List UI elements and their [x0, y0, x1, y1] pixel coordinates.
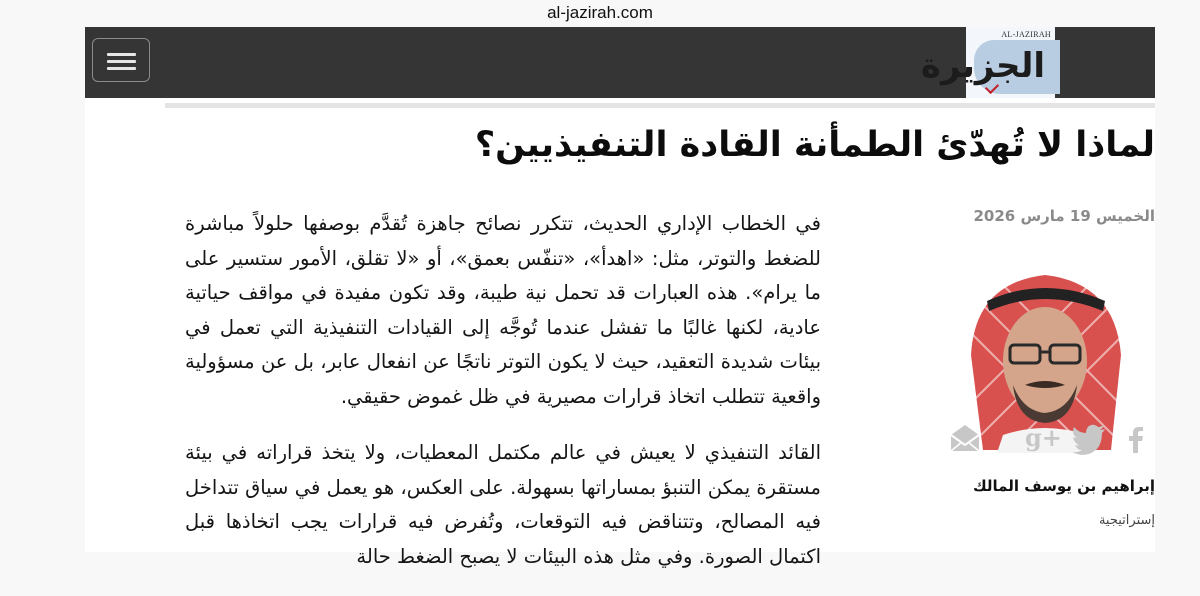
logo-latin-text: AL-JAZIRAH — [1001, 30, 1051, 39]
site-header — [85, 27, 1155, 98]
article-title: لماذا لا تُهدّئ الطمأنة القادة التنفيذيين؟ — [474, 125, 1155, 165]
share-bar — [943, 423, 1155, 453]
facebook-icon[interactable] — [1123, 423, 1149, 453]
site-logo[interactable] — [920, 27, 1055, 98]
google-plus-icon[interactable] — [1025, 423, 1062, 453]
hamburger-icon-bar — [107, 60, 136, 63]
browser-url-bar[interactable]: al-jazirah.com — [547, 3, 653, 22]
twitter-icon[interactable] — [1071, 423, 1107, 453]
menu-button[interactable] — [92, 38, 150, 82]
header-divider — [165, 103, 1155, 108]
article-paragraph: في الخطاب الإداري الحديث، تتكرر نصائح جاهزة تُقدَّم بوصفها حلولاً مباشرة للضغط والتوتر، مثل: «اهدأ»، «تنفّس بعمق»، أو «لا تقلق، الأمور ستسير على ما يرام». هذه العبارات قد تحمل نية طيبة، وقد تكون مفيدة في مواقف حياتية عادية، لكنها غالبًا ما تفشل عندما تُوجَّه إلى القيادات التنفيذية التي تعمل في بيئات شديدة التعقيد، حيث لا يكون التوتر ناتجًا عن انفعال عابر، بل عن مسؤولية واقعية تتطلب اتخاذ قرارات مصيرية في ظل غموض حقيقي. — [185, 212, 821, 408]
author-photo — [943, 245, 1147, 453]
google-plus-label: g+ — [1025, 423, 1062, 452]
article-paragraph: القائد التنفيذي لا يعيش في عالم مكتمل المعطيات، ولا يتخذ قراراته في بيئة مستقرة يمكن التنبؤ بمساراتها بسهولة. على العكس، هو يعمل في سياق تتداخل فيه المصالح، وتتناقض فيه التوقعات، وتُفرض فيه قرارات يجب اتخاذها قبل اكتمال الصورة. وفي مثل هذه البيئات لا يصبح الضغط حالة — [185, 441, 821, 568]
face — [1003, 307, 1087, 415]
hamburger-icon-bar — [107, 53, 136, 56]
hamburger-icon-bar — [107, 67, 136, 70]
author-role: إستراتيجية — [1098, 513, 1155, 528]
page — [85, 27, 1155, 568]
article-date: الخميس 19 مارس 2026 — [973, 207, 1155, 225]
author-name[interactable]: إبراهيم بن يوسف المالك — [972, 477, 1155, 495]
article-body — [185, 207, 821, 596]
email-icon[interactable] — [947, 423, 983, 453]
logo-arabic-text: الجزيرة — [920, 46, 1045, 86]
